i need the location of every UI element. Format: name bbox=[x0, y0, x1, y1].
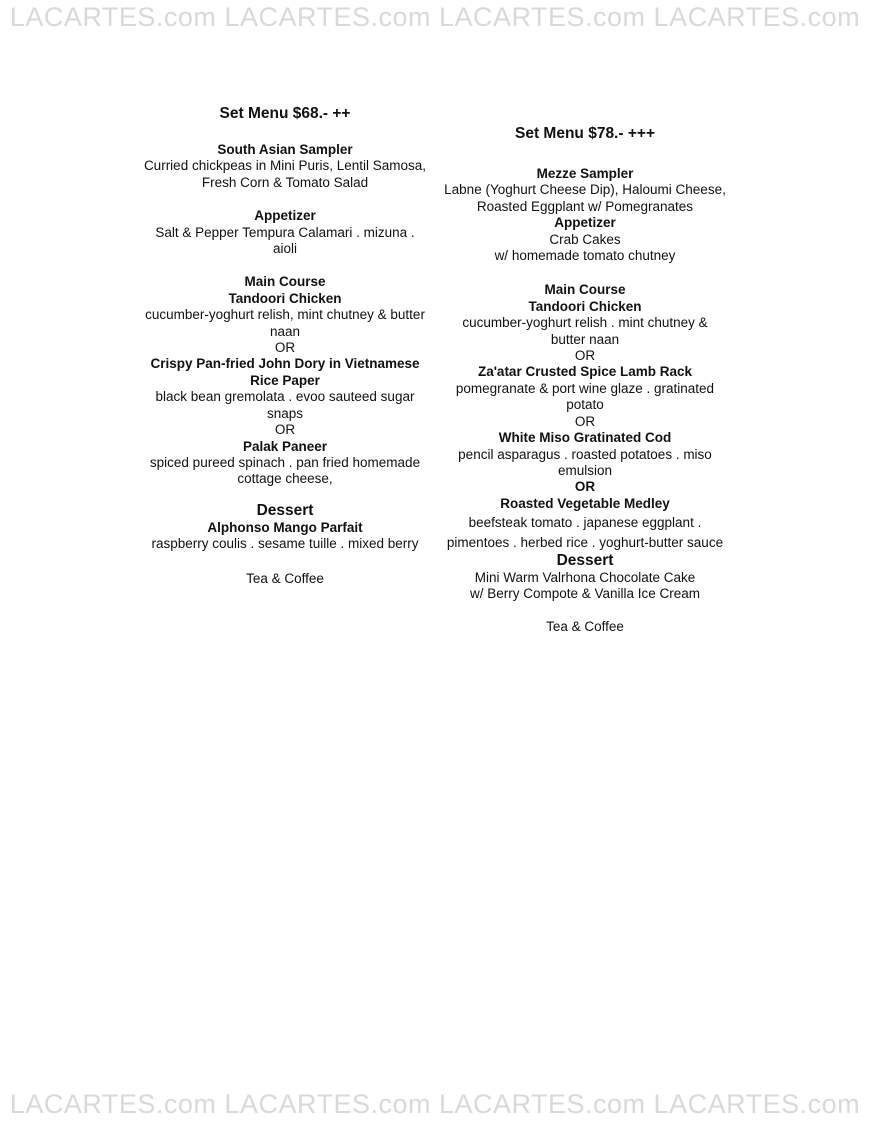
dessert-desc: raspberry coulis . sesame tuille . mixed berry bbox=[151, 536, 419, 552]
or-separator: OR bbox=[574, 479, 596, 495]
dish-desc: naan bbox=[269, 323, 301, 339]
or-separator: OR bbox=[274, 340, 296, 356]
dish-desc: pomegranate & port wine glaze . gratinated bbox=[455, 380, 715, 396]
dish-desc: cucumber-yoghurt relish . mint chutney & bbox=[462, 315, 708, 331]
or-separator: OR bbox=[574, 413, 596, 429]
dish-name: Tandoori Chicken bbox=[528, 298, 642, 314]
watermark-bottom: LACARTES.com LACARTES.com LACARTES.com LACARTES.com bbox=[9, 1089, 861, 1119]
sampler-heading: South Asian Sampler bbox=[217, 142, 353, 157]
dish-name: Roasted Vegetable Medley bbox=[500, 495, 670, 511]
sampler-desc: Fresh Corn & Tomato Salad bbox=[201, 174, 369, 190]
sampler-desc: Labne (Yoghurt Cheese Dip), Haloumi Cheese, bbox=[444, 182, 726, 198]
or-separator: OR bbox=[574, 348, 596, 364]
dish-desc: pencil asparagus . roasted potatoes . miso bbox=[458, 446, 712, 462]
dessert-heading: Dessert bbox=[556, 551, 614, 569]
sampler-heading: Mezze Sampler bbox=[536, 166, 634, 181]
dessert-name: Alphonso Mango Parfait bbox=[207, 519, 363, 535]
menu-title: Set Menu $68.- ++ bbox=[219, 105, 351, 122]
dish-desc: snaps bbox=[266, 405, 304, 421]
or-separator: OR bbox=[274, 422, 296, 438]
dish-desc: potato bbox=[566, 397, 604, 413]
dish-desc: emulsion bbox=[557, 462, 613, 478]
dessert-desc: w/ Berry Compote & Vanilla Ice Cream bbox=[469, 586, 701, 602]
dish-name: Za'atar Crusted Spice Lamb Rack bbox=[477, 364, 693, 380]
dish-desc: beefsteak tomato . japanese eggplant . bbox=[468, 515, 702, 531]
dessert-desc: Mini Warm Valrhona Chocolate Cake bbox=[474, 569, 696, 585]
sampler-desc: Roasted Eggplant w/ Pomegranates bbox=[476, 198, 694, 214]
dish-desc: cucumber-yoghurt relish, mint chutney & butter bbox=[145, 307, 425, 323]
dish-name: Palak Paneer bbox=[242, 438, 328, 454]
set-menu-68 bbox=[132, 104, 438, 587]
dessert-heading: Dessert bbox=[256, 501, 314, 519]
dish-desc: pimentoes . herbed rice . yoghurt-butter sauce bbox=[446, 534, 724, 550]
dish-desc: black bean gremolata . evoo sauteed sugar bbox=[155, 389, 415, 405]
tea-coffee: Tea & Coffee bbox=[246, 570, 324, 586]
dish-name: Rice Paper bbox=[250, 372, 320, 388]
watermark-top: LACARTES.com LACARTES.com LACARTES.com LACARTES.com bbox=[9, 2, 861, 32]
appetizer-desc: Crab Cakes bbox=[549, 231, 621, 247]
appetizer-desc: aioli bbox=[272, 241, 297, 257]
menu-title: Set Menu $78.- +++ bbox=[515, 125, 655, 142]
appetizer-desc: w/ homemade tomato chutney bbox=[494, 248, 676, 264]
dish-desc: spiced pureed spinach . pan fried homemade bbox=[149, 454, 421, 470]
tea-coffee: Tea & Coffee bbox=[546, 618, 624, 634]
dish-name: White Miso Gratinated Cod bbox=[498, 430, 672, 446]
dish-name: Tandoori Chicken bbox=[228, 290, 342, 306]
appetizer-desc: Salt & Pepper Tempura Calamari . mizuna . bbox=[155, 224, 415, 240]
appetizer-heading: Appetizer bbox=[254, 208, 316, 224]
dish-name: Crispy Pan-fried John Dory in Vietnamese bbox=[150, 356, 420, 372]
appetizer-heading: Appetizer bbox=[554, 215, 616, 231]
sampler-desc: Curried chickpeas in Mini Puris, Lentil Samosa, bbox=[143, 158, 427, 174]
main-course-heading: Main Course bbox=[244, 274, 326, 290]
dish-desc: cottage cheese, bbox=[237, 471, 333, 487]
dish-desc: butter naan bbox=[550, 331, 620, 347]
main-course-heading: Main Course bbox=[544, 282, 626, 298]
set-menu-78 bbox=[430, 124, 740, 635]
